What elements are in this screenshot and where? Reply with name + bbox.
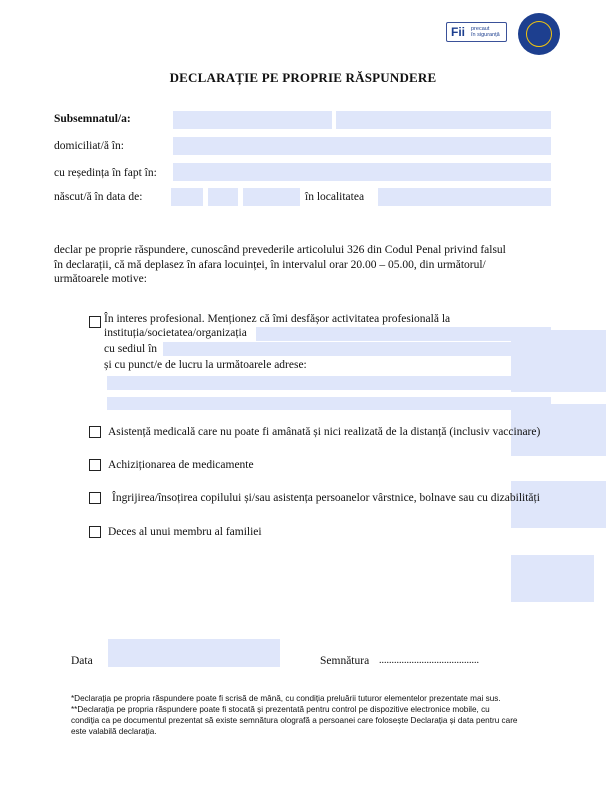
- date-label: Data: [71, 655, 93, 667]
- birth-month-field[interactable]: [208, 188, 238, 206]
- sediu-label: cu sediul în: [104, 343, 158, 355]
- fii-precaut-logo: [446, 22, 507, 42]
- logo-fii-text: Fii: [451, 25, 465, 39]
- professional-line: În interes profesional. Menționez că îmi desfășor activitatea profesională la: [104, 313, 451, 325]
- option-medical-label: Asistență medicală care nu poate fi amânată și nici realizată de la distanță (inclusiv vaccinare): [108, 426, 541, 438]
- option-copil-label: Îngrijirea/însoțirea copilului și/sau asistența persoanelor vârstnice, bolnave sau cu dizabilități: [112, 492, 540, 504]
- subsemnatul-label: Subsemnatul/a:: [54, 113, 131, 125]
- last-name-field[interactable]: [336, 111, 551, 129]
- work-address-1-field[interactable]: [107, 376, 551, 390]
- checkbox-deces[interactable]: [89, 526, 101, 538]
- checkbox-ingrijire-copil[interactable]: [89, 492, 101, 504]
- checkbox-interes-profesional[interactable]: [89, 316, 101, 328]
- footnote-1: *Declarația pe propria răspundere poate fi scrisă de mână, cu condiția preluării tuturor elementelor prezentate mai sus.: [71, 694, 501, 703]
- declaration-text: declar pe proprie răspundere, cunoscând prevederile articolului 326 din Codul Penal privind falsul în declarații, că mă deplasez în afara locuinței, în intervalul orar 20.00 – 05.00, din următorul/ următoarele motive:: [54, 244, 506, 285]
- signature-line[interactable]: ........................................: [379, 655, 479, 666]
- residence-field[interactable]: [173, 163, 551, 181]
- option-deces-label: Deces al unui membru al familiei: [108, 526, 262, 538]
- work-address-2-field[interactable]: [107, 397, 551, 410]
- signature-label: Semnătura: [320, 655, 370, 667]
- birth-year-field[interactable]: [243, 188, 300, 206]
- domicile-field[interactable]: [173, 137, 551, 155]
- domiciliat-label: domiciliat/ă în:: [54, 140, 124, 152]
- checkbox-asistenta-medicala[interactable]: [89, 426, 101, 438]
- institution-field[interactable]: [256, 327, 551, 341]
- headquarters-field[interactable]: [163, 342, 551, 356]
- overlay-box-1: [511, 330, 606, 392]
- nascut-label: născut/ă în data de:: [54, 191, 143, 203]
- first-name-field[interactable]: [173, 111, 332, 129]
- resedinta-label: cu reședința în fapt în:: [54, 167, 157, 179]
- footnote-2-line1: **Declarația pe propria răspundere poate fi stocată și prezentată pentru control pe dispozitive electronice mobile, cu: [71, 705, 490, 714]
- seal-emblem-icon: [526, 21, 552, 47]
- footnote-2-line3: este valabilă declarația.: [71, 727, 157, 736]
- institution-label: instituția/societatea/organizația: [104, 327, 247, 339]
- document-title: DECLARAȚIE PE PROPRIE RĂSPUNDERE: [169, 70, 437, 85]
- birth-locality-field[interactable]: [378, 188, 551, 206]
- logo-fii-subtext: precaut în siguranță: [471, 26, 500, 38]
- overlay-box-4: [511, 555, 594, 602]
- birth-day-field[interactable]: [171, 188, 203, 206]
- punct-lucru-label: și cu punct/e de lucru la următoarele adrese:: [104, 359, 307, 371]
- government-seal-logo: [518, 13, 560, 55]
- date-field[interactable]: [108, 639, 280, 667]
- localitate-label: în localitatea: [305, 191, 365, 203]
- checkbox-medicamente[interactable]: [89, 459, 101, 471]
- option-medicamente-label: Achiziționarea de medicamente: [108, 459, 254, 471]
- footnote-2-line2: condiția ca pe documentul prezentat să existe semnătura olografă a persoanei care folosește Declarația și data pentru care: [71, 716, 518, 725]
